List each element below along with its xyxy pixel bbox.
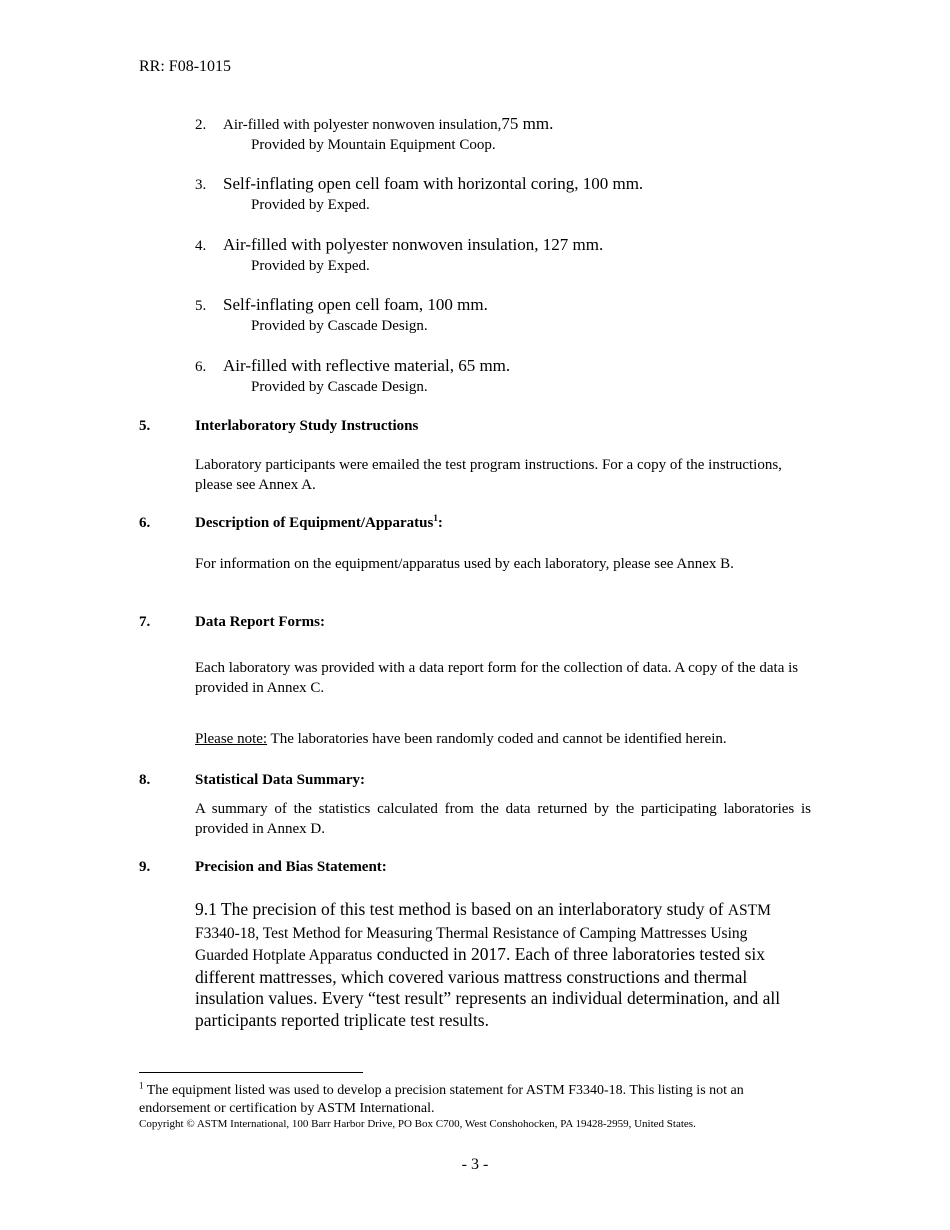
list-provider: Provided by Exped. <box>251 258 370 274</box>
list-number: 6. <box>195 359 207 375</box>
section-9-paragraph <box>195 899 795 1031</box>
section-heading-6 <box>139 513 839 533</box>
list-provider: Provided by Mountain Equipment Coop. <box>251 137 496 153</box>
footnote-separator <box>139 1072 363 1073</box>
list-description-tail: 75 mm. <box>501 114 554 133</box>
copyright-notice: Copyright © ASTM International, 100 Barr Harbor Drive, PO Box C700, West Conshohocken, PA 19428-2959, United States. <box>139 1118 696 1130</box>
note-label: Please note: <box>195 731 268 747</box>
list-description: Air-filled with polyester nonwoven insulation, <box>223 117 502 133</box>
section-heading-8 <box>139 770 839 790</box>
section-5-paragraph: Laboratory participants were emailed the test program instructions. For a copy of the instructions, please see Annex A. <box>195 457 782 493</box>
section-7-paragraph: Each laboratory was provided with a data report form for the collection of data. A copy of the data is provided in Annex C. <box>195 660 799 696</box>
section-heading-9 <box>139 857 839 877</box>
list-number: 4. <box>195 238 207 254</box>
section-title: Data Report Forms: <box>195 614 325 630</box>
section-number: 9. <box>139 859 151 875</box>
section-title: Statistical Data Summary: <box>195 772 365 788</box>
list-number: 2. <box>195 117 207 133</box>
list-item <box>195 235 603 276</box>
test-method-name: ASTM F3340-18, Test Method for Measuring Thermal Resistance of Camping Mattresses Using Guarded Hotplate Apparatus <box>195 902 771 964</box>
list-number: 3. <box>195 177 207 193</box>
list-number: 5. <box>195 298 207 314</box>
footnote-reference: 1 <box>433 513 438 523</box>
list-provider: Provided by Cascade Design. <box>251 379 428 395</box>
list-description: Air-filled with polyester nonwoven insulation, 127 mm. <box>223 235 604 254</box>
list-item <box>195 114 553 155</box>
section-number: 8. <box>139 772 151 788</box>
section-number: 6. <box>139 515 151 531</box>
list-item <box>195 295 488 336</box>
note-text: The laboratories have been randomly coded and cannot be identified herein. <box>267 731 727 747</box>
section-title: Interlaboratory Study Instructions <box>195 418 419 434</box>
list-description: Self-inflating open cell foam, 100 mm. <box>223 295 488 314</box>
list-description: Air-filled with reflective material, 65 mm. <box>223 356 511 375</box>
section-title: Precision and Bias Statement: <box>195 859 387 875</box>
precision-text-body: conducted in 2017. Each of three laboratories tested six different mattresses, which covered various mattress constructions and thermal insulation values. Every “test result” represents an individual determination, and all participants reported triplicate test results. <box>195 944 781 1030</box>
footnote-text: The equipment listed was used to develop a precision statement for ASTM F3340-18. This listing is not an endorsement or certification by ASTM International. <box>139 1083 744 1116</box>
section-heading-5 <box>139 416 839 436</box>
list-provider: Provided by Exped. <box>251 197 370 213</box>
precision-text-intro: 9.1 The precision of this test method is based on an interlaboratory study of <box>195 899 728 919</box>
section-6-paragraph: For information on the equipment/apparatus used by each laboratory, please see Annex B. <box>195 556 734 572</box>
list-description: Self-inflating open cell foam with horizontal coring, 100 mm. <box>223 174 644 193</box>
section-7-note <box>195 729 811 749</box>
section-heading-7 <box>139 612 839 632</box>
section-number: 5. <box>139 418 151 434</box>
page-number: - 3 - <box>461 1156 489 1173</box>
section-title-colon: : <box>437 515 443 531</box>
list-provider: Provided by Cascade Design. <box>251 318 428 334</box>
footnote-mark: 1 <box>139 1080 144 1091</box>
document-reference: RR: F08-1015 <box>139 58 232 75</box>
list-item <box>195 356 510 397</box>
list-item <box>195 174 643 215</box>
section-number: 7. <box>139 614 151 630</box>
section-8-paragraph: A summary of the statistics calculated from the data returned by the participating laboratories is provided in Annex D. <box>195 801 811 837</box>
section-title: Description of Equipment/Apparatus <box>195 515 434 531</box>
footnote <box>139 1082 809 1118</box>
